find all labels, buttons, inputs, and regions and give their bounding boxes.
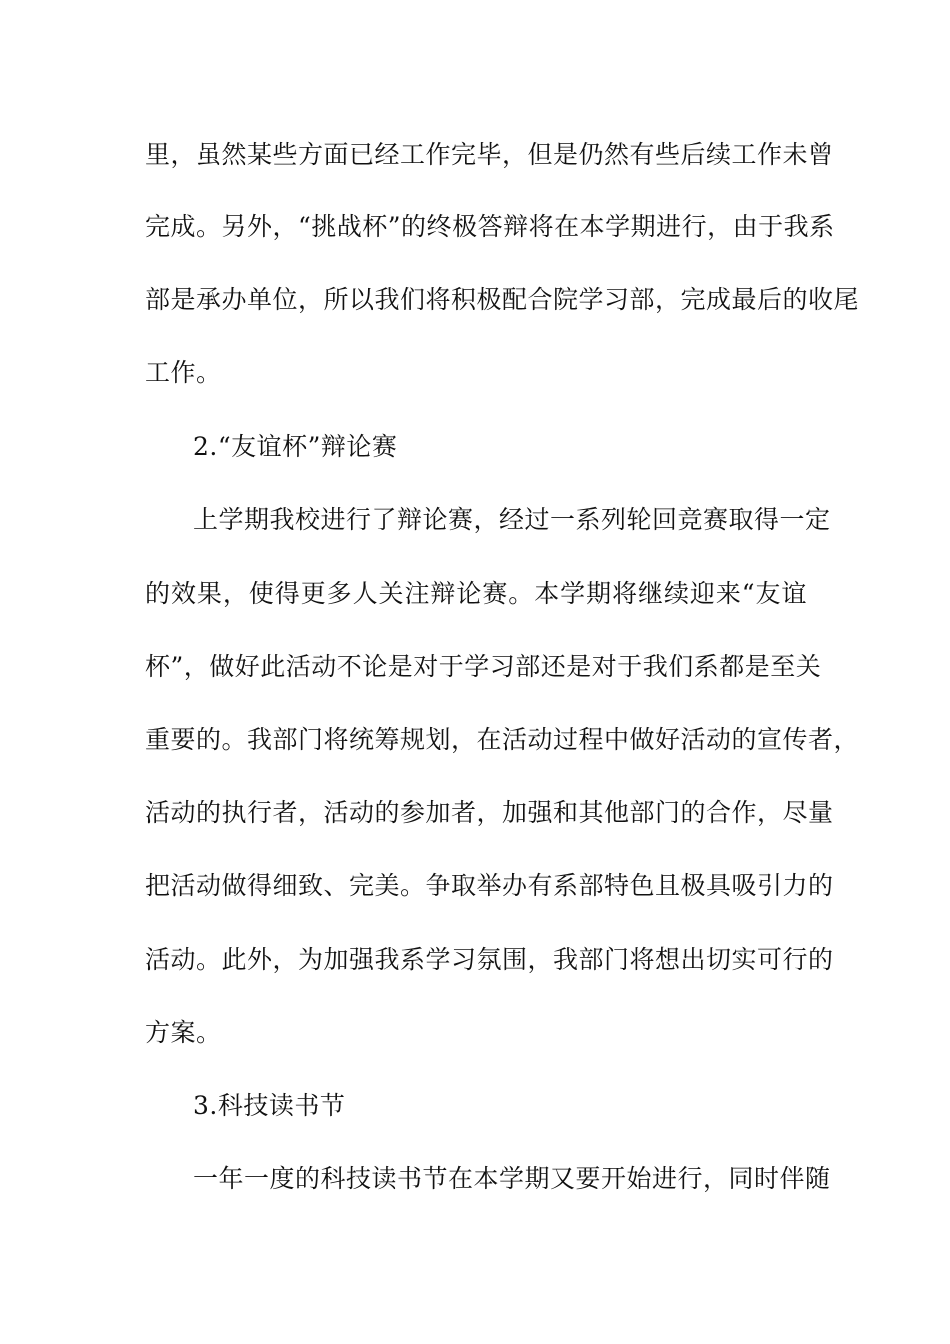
paragraph-line: 把活动做得细致、完美。争取举办有系部特色且极具吸引力的 (145, 871, 834, 900)
paragraph-line: 的效果，使得更多人关注辩论赛。本学期将继续迎来“友谊 (145, 579, 807, 608)
paragraph-line: 活动的执行者，活动的参加者，加强和其他部门的合作，尽量 (145, 798, 834, 827)
section-heading: 2.“友谊杯”辩论赛 (193, 432, 398, 461)
paragraph-line: 完成。另外，“挑战杯”的终极答辩将在本学期进行，由于我系 (145, 212, 835, 241)
section-heading: 3.科技读书节 (193, 1091, 346, 1120)
paragraph-line: 上学期我校进行了辩论赛，经过一系列轮回竞赛取得一定 (193, 505, 831, 534)
paragraph-line: 杯”，做好此活动不论是对于学习部还是对于我们系都是至关 (145, 652, 822, 681)
paragraph-line: 工作。 (145, 358, 222, 387)
paragraph-line: 部是承办单位，所以我们将积极配合院学习部，完成最后的收尾 (145, 285, 860, 314)
paragraph-line: 一年一度的科技读书节在本学期又要开始进行，同时伴随 (193, 1164, 831, 1193)
paragraph-line: 方案。 (145, 1018, 222, 1047)
paragraph-line: 活动。此外，为加强我系学习氛围，我部门将想出切实可行的 (145, 945, 834, 974)
paragraph-line: 里，虽然某些方面已经工作完毕，但是仍然有些后续工作未曾 (145, 140, 834, 169)
paragraph-line: 重要的。我部门将统筹规划，在活动过程中做好活动的宣传者， (145, 725, 860, 754)
